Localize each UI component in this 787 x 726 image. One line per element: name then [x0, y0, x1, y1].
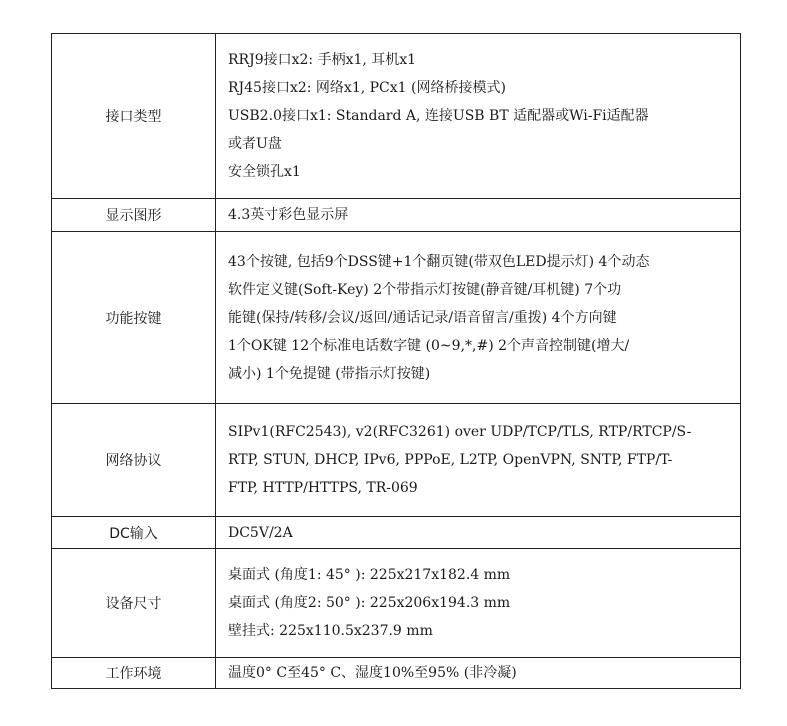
value-line: 减小) 1个免提键 (带指示灯按键): [228, 365, 431, 382]
table-row: [52, 404, 741, 517]
spec-table: [51, 33, 741, 689]
row-label: DC输入: [52, 517, 216, 549]
value-line: 桌面式 (角度2: 50° ): 225x206x194.3 mm: [228, 595, 511, 611]
value-line: 4.3英寸彩色显示屏: [228, 207, 349, 223]
row-label: 功能按键: [52, 232, 216, 404]
table-row: [52, 199, 741, 232]
table-row: [52, 658, 741, 689]
value-line: 能键(保持/转移/会议/返回/通话记录/语音留言/重拨) 4个方向键: [228, 309, 617, 326]
value-line: RTP, STUN, DHCP, IPv6, PPPoE, L2TP, OpenVPN, SNTP, FTP/T-: [228, 452, 673, 468]
table-row: [52, 549, 741, 658]
value-line: SIPv1(RFC2543), v2(RFC3261) over UDP/TCP/TLS, RTP/RTCP/S-: [228, 424, 692, 440]
value-line: RJ45接口x2: 网络x1, PCx1 (网络桥接模式): [228, 80, 506, 96]
value-line: RRJ9接口x2: 手柄x1, 耳机x1: [228, 52, 417, 68]
value-line: 43个按键, 包括9个DSS键+1个翻页键(带双色LED提示灯) 4个动态: [228, 253, 650, 270]
value-line: FTP, HTTP/HTTPS, TR-069: [228, 480, 418, 496]
row-value: [216, 549, 741, 658]
row-label: 接口类型: [52, 34, 216, 199]
row-value: [216, 404, 741, 517]
value-line: 桌面式 (角度1: 45° ): 225x217x182.4 mm: [228, 567, 511, 583]
row-label: 设备尺寸: [52, 549, 216, 658]
table-row: [52, 517, 741, 549]
row-label: 工作环境: [52, 658, 216, 689]
row-value: [216, 232, 741, 404]
row-value: [216, 199, 741, 232]
value-line: 1个OK键 12个标准电话数字键 (0~9,*,#) 2个声音控制键(增大/: [228, 337, 630, 354]
value-line: USB2.0接口x1: Standard A, 连接USB BT 适配器或Wi-Fi适配器: [228, 108, 649, 124]
table-row: [52, 34, 741, 199]
table-row: [52, 232, 741, 404]
row-label: 显示图形: [52, 199, 216, 232]
value-line: 软件定义键(Soft-Key) 2个带指示灯按键(静音键/耳机键) 7个功: [228, 281, 622, 298]
row-label: 网络协议: [52, 404, 216, 517]
value-line: 安全锁孔x1: [228, 164, 301, 180]
value-line: 壁挂式: 225x110.5x237.9 mm: [228, 623, 433, 639]
row-value: [216, 658, 741, 689]
value-line: DC5V/2A: [228, 524, 293, 541]
value-line: 或者U盘: [228, 136, 282, 152]
row-value: [216, 34, 741, 199]
value-line: 温度0° C至45° C、湿度10%至95% (非冷凝): [228, 665, 517, 681]
row-value: [216, 517, 741, 549]
